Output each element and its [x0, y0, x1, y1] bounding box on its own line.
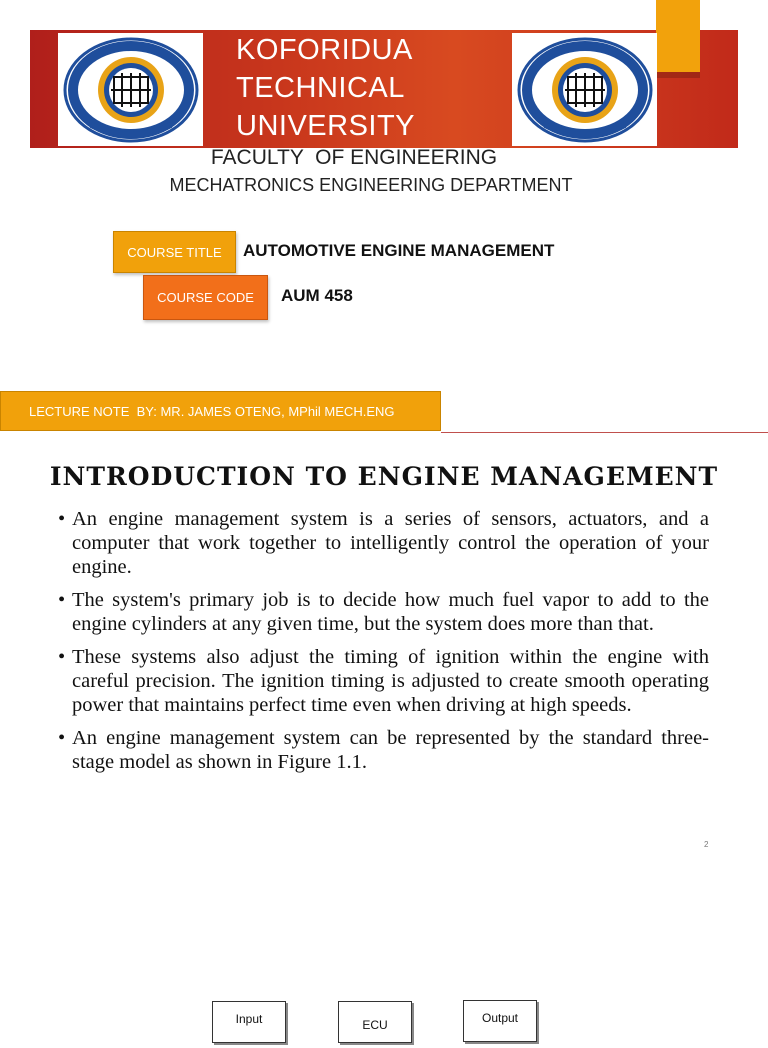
course-title-label: COURSE TITLE — [113, 231, 236, 273]
course-code-label: COURSE CODE — [143, 275, 268, 320]
diagram-ecu-box: ECU — [338, 1001, 412, 1043]
university-name-line: UNIVERSITY — [236, 110, 416, 142]
slide-title: INTRODUCTION TO ENGINE MANAGEMENT — [49, 462, 719, 491]
lecture-note-text: LECTURE NOTE BY: MR. JAMES OTENG, MPhil MECH.ENG — [29, 403, 395, 419]
course-code-value: AUM 458 — [281, 286, 353, 305]
bullet-item: • These systems also adjust the timing of ignition within the engine with careful precision. The ignition timing is adjusted to create smooth operating power that maintains perfect time even when driving at high speeds. — [58, 645, 709, 717]
lecture-note-bar — [0, 391, 441, 431]
bullet-item: • An engine management system is a series of sensors, actuators, and a computer that work together to intelligently control the operation of your engine. — [58, 507, 709, 579]
faculty-name: FACULTY OF ENGINEERING — [210, 146, 498, 169]
bullet-item: • The system's primary job is to decide how much fuel vapor to add to the engine cylinders at any given time, but the system does more than that. — [58, 588, 709, 636]
university-logo-left — [58, 33, 203, 146]
university-logo-right — [512, 33, 657, 146]
corner-accent-tab — [656, 0, 700, 72]
university-seal-icon — [61, 35, 201, 145]
diagram-output-box: Output — [463, 1000, 537, 1042]
bullet-item: • An engine management system can be represented by the standard three-stage model as shown in Figure 1.1. — [58, 726, 709, 774]
page-number: 2 — [704, 840, 709, 849]
university-name-line: TECHNICAL — [236, 72, 405, 104]
course-title-value: AUTOMOTIVE ENGINE MANAGEMENT — [243, 241, 555, 260]
bullet-list — [58, 507, 709, 783]
divider-line — [441, 432, 768, 433]
corner-accent-shadow — [656, 72, 700, 78]
department-name: MECHATRONICS ENGINEERING DEPARTMENT — [169, 175, 573, 195]
university-name-line: KOFORIDUA — [236, 34, 413, 66]
university-seal-icon — [515, 35, 655, 145]
university-name — [236, 31, 415, 145]
diagram-input-box: Input — [212, 1001, 286, 1043]
